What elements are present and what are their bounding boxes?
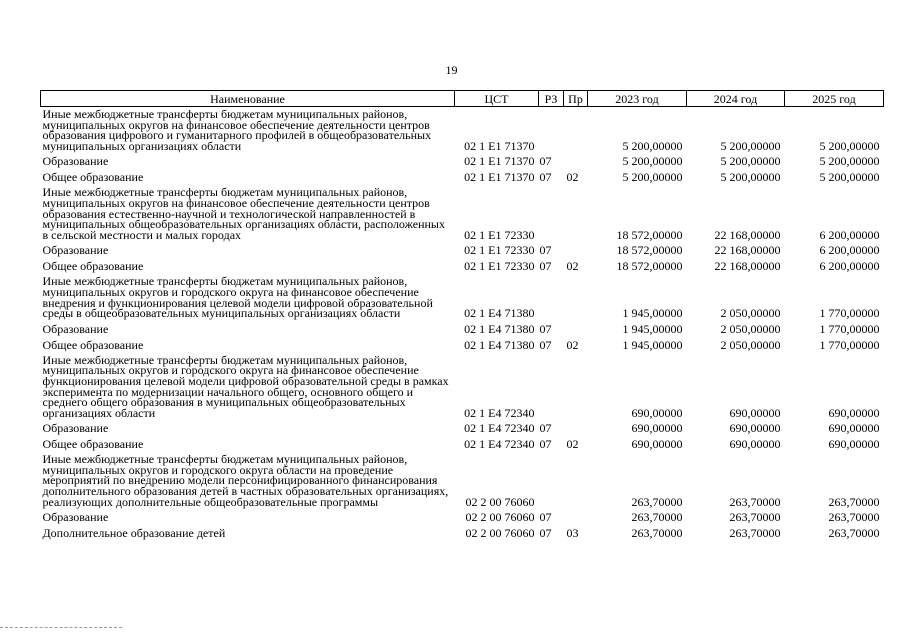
row-name: Иные межбюджетные трансферты бюджетам муниципальных районов, муниципальных округов и городского округа на финансовое обеспечение функционирования целевой модели цифровой образовательной среды в рамках эксперимента по модернизации начального общего, основного общего и среднего общего образования в муниципальных общеобразовательных организациях области: [42, 352, 449, 420]
row-cst: 02 1 E4 71380: [464, 306, 535, 321]
row-cst: 02 1 E4 71380: [464, 321, 535, 336]
row-pr: [564, 274, 588, 320]
table-row: [41, 153, 884, 169]
row-cst: 02 1 E1 72330: [464, 243, 535, 258]
row-2025: 690,00000: [828, 421, 880, 436]
row-pr: 03: [566, 526, 579, 541]
header-cst: ЦСТ: [455, 91, 539, 107]
row-2024: 5 200,00000: [720, 138, 781, 153]
row-rz: 07: [539, 243, 552, 258]
row-2024: 263,70000: [729, 526, 781, 541]
row-rz: [539, 452, 564, 509]
row-2023: 5 200,00000: [622, 170, 683, 185]
table-row: [41, 436, 884, 452]
row-2023: 263,70000: [631, 510, 683, 525]
row-cst: 02 1 E4 72340: [464, 421, 535, 436]
table-row: [41, 169, 884, 185]
row-name: Образование: [42, 243, 109, 258]
table-row: [41, 107, 884, 154]
table-row: [41, 452, 884, 509]
row-2024: 690,00000: [729, 421, 781, 436]
row-2024: 2 050,00000: [720, 337, 781, 352]
row-pr: 02: [566, 170, 579, 185]
row-2023: 18 572,00000: [616, 243, 683, 258]
row-2025: 5 200,00000: [819, 154, 880, 169]
header-name: Наименование: [41, 91, 455, 107]
row-pr: [564, 509, 588, 525]
row-pr: [564, 452, 588, 509]
row-name: Общее образование: [42, 437, 144, 452]
row-pr: [564, 420, 588, 436]
table-row: [41, 525, 884, 541]
row-2025: 5 200,00000: [819, 170, 880, 185]
row-2023: 5 200,00000: [622, 154, 683, 169]
row-2024: 263,70000: [729, 510, 781, 525]
row-pr: [564, 242, 588, 258]
row-2025: 1 770,00000: [819, 321, 880, 336]
row-2023: 5 200,00000: [622, 138, 683, 153]
row-2024: 690,00000: [729, 437, 781, 452]
row-cst: 02 1 E4 71380: [464, 337, 535, 352]
header-pr: Пр: [564, 91, 588, 107]
row-name: Образование: [42, 510, 109, 525]
table-row: [41, 258, 884, 274]
row-rz: [539, 353, 564, 421]
row-2024: 22 168,00000: [714, 259, 781, 274]
row-rz: 07: [539, 526, 552, 541]
table-row: [41, 321, 884, 337]
row-2023: 1 945,00000: [622, 321, 683, 336]
table-row: [41, 509, 884, 525]
row-2023: 263,70000: [631, 526, 683, 541]
row-pr: [564, 107, 588, 154]
row-2025: 6 200,00000: [819, 227, 880, 242]
row-rz: [539, 185, 564, 242]
footer-divider: [0, 627, 122, 628]
row-2025: 263,70000: [828, 510, 880, 525]
row-2025: 1 770,00000: [819, 337, 880, 352]
row-rz: 07: [539, 259, 552, 274]
row-pr: 02: [566, 437, 579, 452]
row-cst: 02 1 E4 72340: [464, 437, 535, 452]
row-rz: 07: [539, 510, 552, 525]
row-name: Общее образование: [42, 259, 144, 274]
row-pr: [564, 153, 588, 169]
row-2025: 263,70000: [828, 526, 880, 541]
row-2023: 690,00000: [631, 421, 683, 436]
row-name: Иные межбюджетные трансферты бюджетам муниципальных районов, муниципальных округов и городского округа области на проведение мероприятий по внедрению модели персонифицированного финансирования дополнительного образования детей в частных образовательных организациях, реализующих дополнительные общеобразовательные программы: [42, 452, 449, 509]
row-cst: 02 1 E4 72340: [464, 405, 535, 420]
row-rz: 07: [539, 437, 552, 452]
row-name: Образование: [42, 154, 109, 169]
row-rz: 07: [539, 154, 552, 169]
row-2024: 22 168,00000: [714, 227, 781, 242]
row-rz: [539, 274, 564, 320]
row-2024: 5 200,00000: [720, 170, 781, 185]
row-rz: [539, 107, 564, 154]
row-name: Иные межбюджетные трансферты бюджетам муниципальных районов, муниципальных округов и городского округа на финансовое обеспечение внедрения и функционирования целевой модели цифровой образовательной среды в общеобразовательных муниципальных организациях области: [42, 274, 433, 321]
row-name: Дополнительное образование детей: [42, 526, 226, 541]
row-2025: 5 200,00000: [819, 138, 880, 153]
header-2024: 2024 год: [687, 91, 785, 107]
row-2025: 690,00000: [828, 437, 880, 452]
row-2023: 18 572,00000: [616, 227, 683, 242]
row-pr: [564, 321, 588, 337]
row-name: Иные межбюджетные трансферты бюджетам муниципальных районов, муниципальных округов на финансовое обеспечение деятельности центров образования естественно-научной и технологической направленностей в муниципальных общеобразовательных организациях области, расположенных в сельской местности и малых городах: [42, 185, 445, 242]
row-2024: 263,70000: [729, 494, 781, 509]
table-row: [41, 337, 884, 353]
header-2025: 2025 год: [785, 91, 884, 107]
row-2025: 6 200,00000: [819, 259, 880, 274]
row-2023: 690,00000: [631, 437, 683, 452]
row-2024: 5 200,00000: [720, 154, 781, 169]
row-cst: 02 1 E1 72330: [464, 227, 535, 242]
row-pr: 02: [566, 259, 579, 274]
row-pr: 02: [566, 337, 579, 352]
table-row: [41, 185, 884, 242]
row-name: Общее образование: [42, 170, 144, 185]
row-2023: 263,70000: [631, 494, 683, 509]
row-name: Общее образование: [42, 337, 144, 352]
row-2023: 1 945,00000: [622, 306, 683, 321]
row-pr: [564, 185, 588, 242]
row-2023: 690,00000: [631, 405, 683, 420]
row-pr: [564, 353, 588, 421]
row-2025: 6 200,00000: [819, 243, 880, 258]
row-2025: 1 770,00000: [819, 306, 880, 321]
header-rz: РЗ: [539, 91, 564, 107]
row-rz: 07: [539, 170, 552, 185]
row-name: Образование: [42, 321, 109, 336]
row-cst: 02 1 E1 71370: [464, 154, 535, 169]
table-row: [41, 353, 884, 421]
row-cst: 02 2 00 76060: [465, 510, 535, 525]
row-2023: 18 572,00000: [616, 259, 683, 274]
row-2023: 1 945,00000: [622, 337, 683, 352]
row-rz: 07: [539, 337, 552, 352]
row-2024: 22 168,00000: [714, 243, 781, 258]
row-cst: 02 1 E1 71370: [464, 138, 535, 153]
row-rz: 07: [539, 421, 552, 436]
row-cst: 02 1 E1 71370: [464, 170, 535, 185]
table-row: [41, 274, 884, 320]
table-row: [41, 420, 884, 436]
row-name: Образование: [42, 421, 109, 436]
row-2024: 2 050,00000: [720, 306, 781, 321]
row-cst: 02 2 00 76060: [465, 494, 535, 509]
row-2025: 263,70000: [828, 494, 880, 509]
table-row: [41, 242, 884, 258]
row-cst: 02 2 00 76060: [465, 526, 535, 541]
page-number: 19: [445, 63, 458, 77]
row-name: Иные межбюджетные трансферты бюджетам муниципальных районов, муниципальных округов на финансовое обеспечение деятельности центров образования цифрового и гуманитарного профилей в общеобразовательных муниципальных организациях области: [42, 107, 432, 153]
row-cst: 02 1 E1 72330: [464, 259, 535, 274]
table-header-row: [41, 91, 884, 107]
header-2023: 2023 год: [588, 91, 687, 107]
row-2024: 2 050,00000: [720, 321, 781, 336]
budget-table: [40, 90, 884, 541]
row-rz: 07: [539, 321, 552, 336]
row-2025: 690,00000: [828, 405, 880, 420]
row-2024: 690,00000: [729, 405, 781, 420]
